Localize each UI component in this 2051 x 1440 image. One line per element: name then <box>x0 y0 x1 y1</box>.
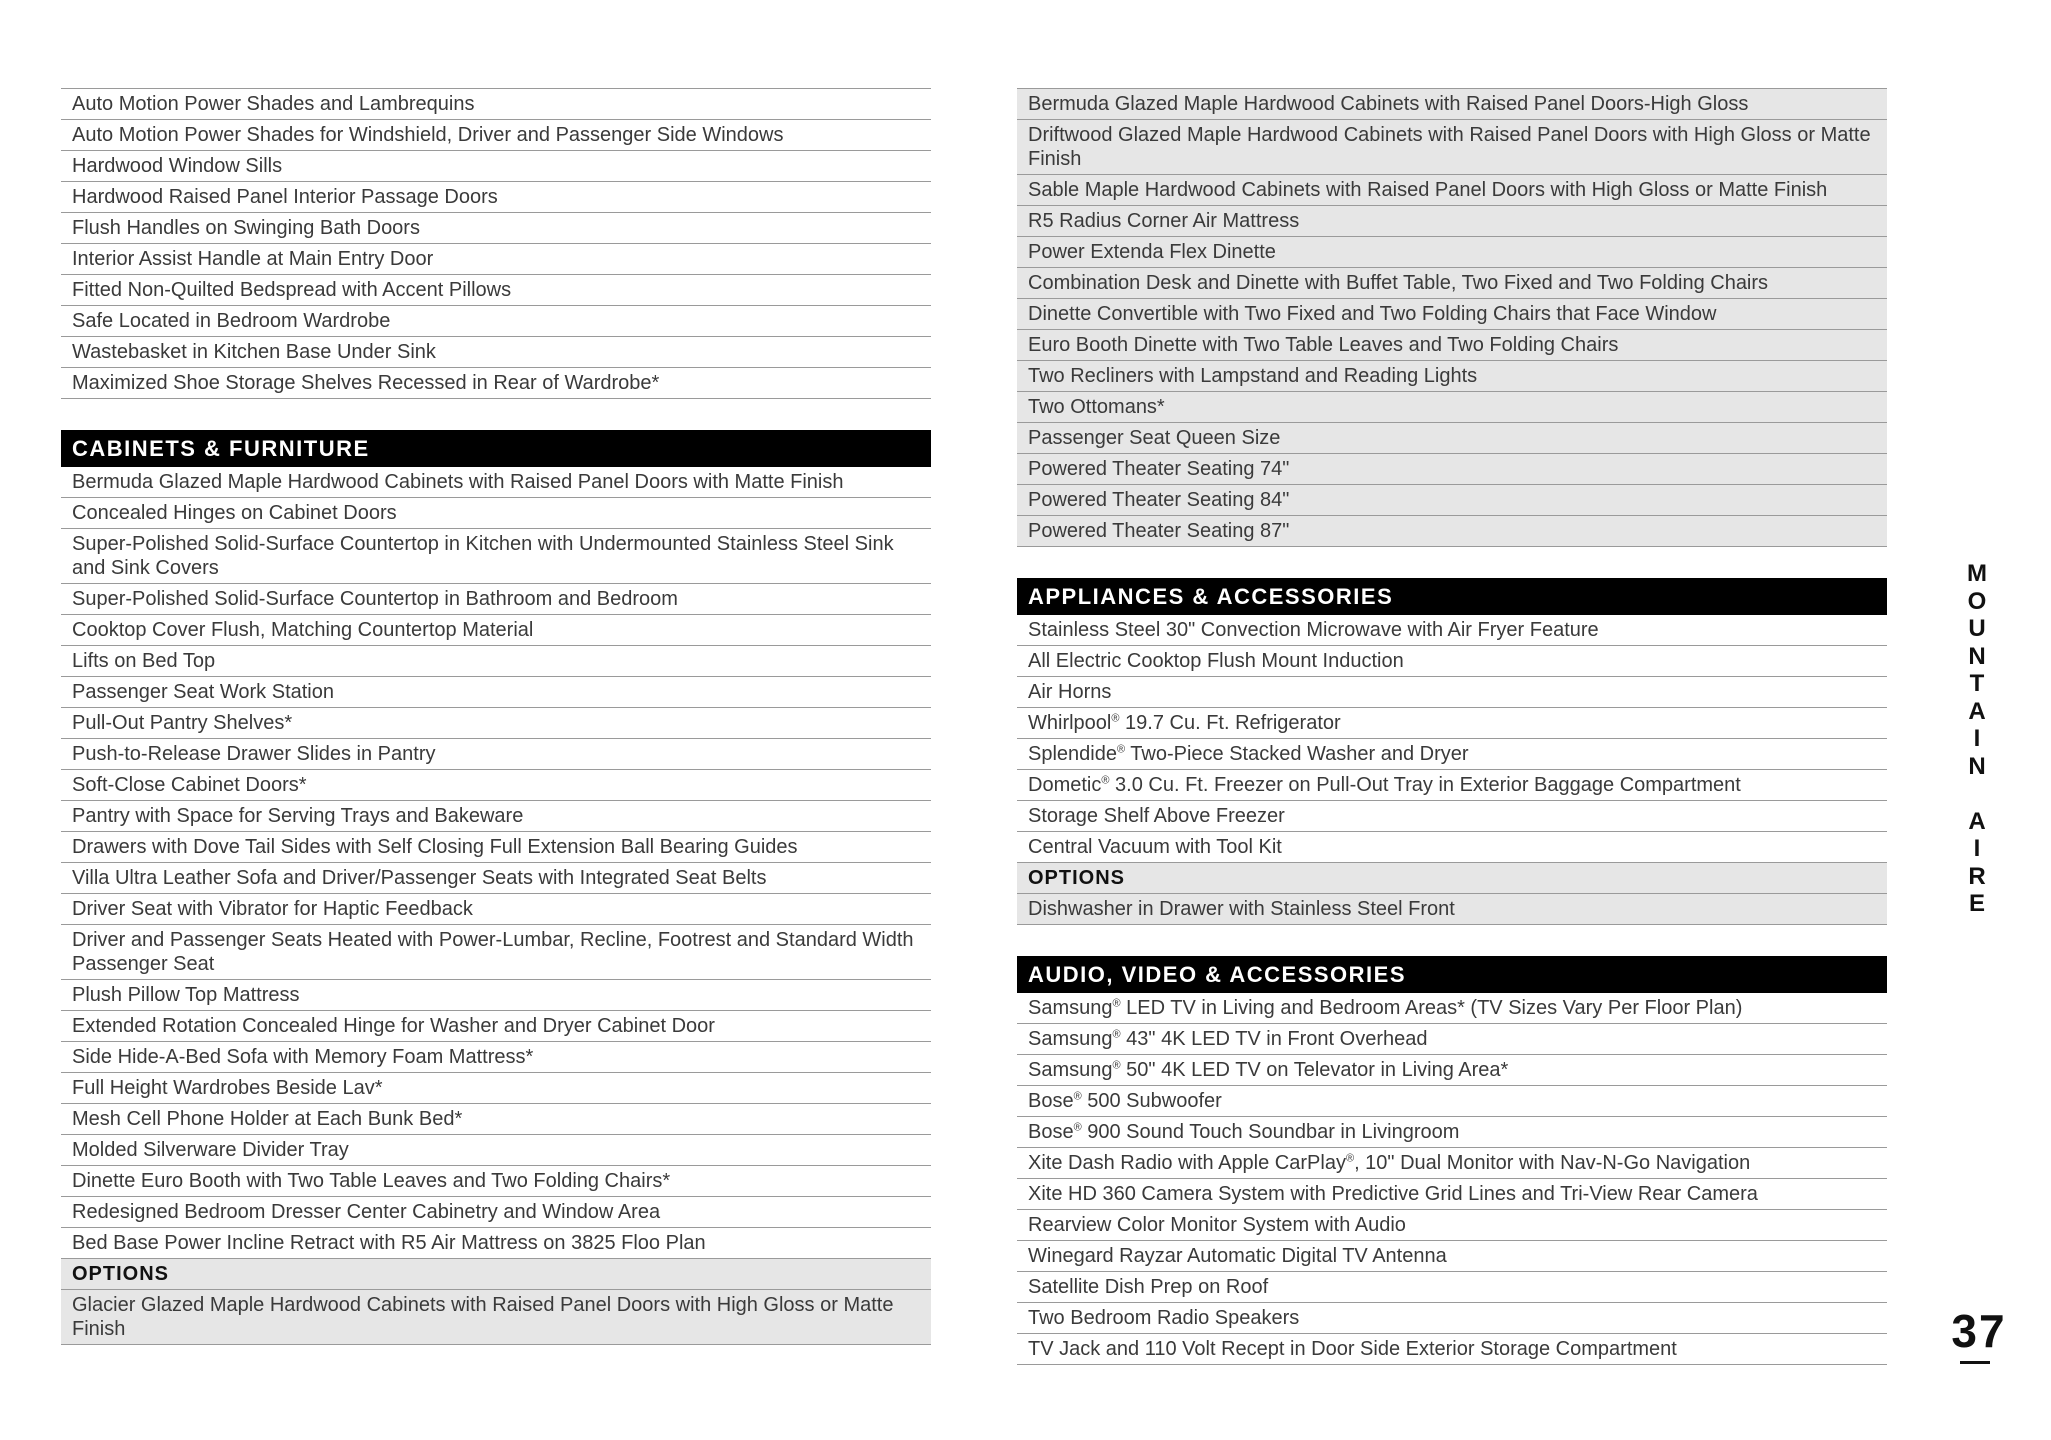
list-item: Bermuda Glazed Maple Hardwood Cabinets with Raised Panel Doors with Matte Finish <box>61 467 931 498</box>
list-item: Plush Pillow Top Mattress <box>61 980 931 1011</box>
list-item: Bermuda Glazed Maple Hardwood Cabinets with Raised Panel Doors-High Gloss <box>1017 89 1887 120</box>
list-item <box>1017 677 1887 708</box>
list-item: Driftwood Glazed Maple Hardwood Cabinets with Raised Panel Doors with High Gloss or Matte Finish <box>1017 120 1887 175</box>
list-item: Mesh Cell Phone Holder at Each Bunk Bed* <box>61 1104 931 1135</box>
list-item <box>1017 1179 1887 1210</box>
item-text: LED TV in Living and Bedroom Areas* (TV Sizes Vary Per Floor Plan) <box>1120 997 1743 1019</box>
list-item <box>1017 1241 1887 1272</box>
list-item <box>1017 739 1887 770</box>
item-text: Xite HD 360 Camera System with Predictive Grid Lines and Tri-View Rear Camera <box>1028 1183 1758 1205</box>
cabinets-options-continued-list <box>1017 89 1887 547</box>
side-brand-letter <box>1952 780 2002 808</box>
list-item: Powered Theater Seating 74" <box>1017 454 1887 485</box>
list-item <box>1017 646 1887 677</box>
side-brand-letter: U <box>1968 615 1986 642</box>
item-text: Central Vacuum with Tool Kit <box>1028 836 1282 858</box>
options-label-cabinets: OPTIONS <box>61 1259 931 1290</box>
side-brand-letter: N <box>1968 642 1986 670</box>
list-item: Soft-Close Cabinet Doors* <box>61 770 931 801</box>
list-item: Glacier Glazed Maple Hardwood Cabinets with Raised Panel Doors with High Gloss or Matte Finish <box>61 1290 931 1345</box>
side-brand-letter: A <box>1968 807 1986 835</box>
list-item: Passenger Seat Work Station <box>61 677 931 708</box>
list-item: Dinette Euro Booth with Two Table Leaves and Two Folding Chairs* <box>61 1166 931 1197</box>
side-brand-letter: N <box>1968 752 1986 780</box>
right-column <box>1017 88 1887 1365</box>
item-text: 900 Sound Touch Soundbar in Livingroom <box>1081 1121 1460 1143</box>
item-text: Stainless Steel 30" Convection Microwave with Air Fryer Feature <box>1028 619 1599 641</box>
list-item: Auto Motion Power Shades for Windshield, Driver and Passenger Side Windows <box>61 120 931 151</box>
item-text: Two-Piece Stacked Washer and Dryer <box>1125 743 1469 765</box>
list-item: Redesigned Bedroom Dresser Center Cabinetry and Window Area <box>61 1197 931 1228</box>
registered-mark: ® <box>1111 712 1120 725</box>
item-text: Air Horns <box>1028 681 1112 703</box>
list-item: Passenger Seat Queen Size <box>1017 423 1887 454</box>
item-text-lead: Splendide <box>1028 743 1117 765</box>
registered-mark: ® <box>1073 1121 1082 1134</box>
item-text-lead: Dometic <box>1028 774 1102 796</box>
side-brand-letter: O <box>1967 587 1987 615</box>
list-item: Powered Theater Seating 84" <box>1017 485 1887 516</box>
list-item: Driver and Passenger Seats Heated with Power-Lumbar, Recline, Footrest and Standard Width Passenger Seat <box>61 925 931 980</box>
list-item: Dishwasher in Drawer with Stainless Steel Front <box>1017 894 1887 925</box>
options-label-appliances: OPTIONS <box>1017 863 1887 894</box>
list-item: Cooktop Cover Flush, Matching Countertop Material <box>61 615 931 646</box>
list-item: Pull-Out Pantry Shelves* <box>61 708 931 739</box>
side-brand-letter: I <box>1973 835 1981 862</box>
list-item <box>1017 1055 1887 1086</box>
page-number: 37 <box>1951 1305 2007 1357</box>
list-item: Power Extenda Flex Dinette <box>1017 237 1887 268</box>
item-text: , 10" Dual Monitor with Nav-N-Go Navigation <box>1354 1152 1751 1174</box>
item-text: 50" 4K LED TV on Televator in Living Area* <box>1120 1059 1509 1081</box>
item-text-lead: Bose <box>1028 1121 1074 1143</box>
list-item: Pantry with Space for Serving Trays and Bakeware <box>61 801 931 832</box>
list-item <box>1017 1272 1887 1303</box>
item-text-lead: Samsung <box>1028 1028 1113 1050</box>
list-item <box>1017 615 1887 646</box>
section-heading-appliances-accessories: APPLIANCES & ACCESSORIES <box>1017 578 1887 615</box>
list-item: Full Height Wardrobes Beside Lav* <box>61 1073 931 1104</box>
side-brand-vertical <box>1952 560 2002 918</box>
section-heading-audio-video-accessories: AUDIO, VIDEO & ACCESSORIES <box>1017 956 1887 993</box>
item-text-lead: Samsung <box>1028 1059 1113 1081</box>
list-item: Hardwood Raised Panel Interior Passage Doors <box>61 182 931 213</box>
registered-mark: ® <box>1101 774 1110 787</box>
item-text-lead: Samsung <box>1028 997 1113 1019</box>
list-item <box>1017 832 1887 863</box>
list-item <box>1017 1117 1887 1148</box>
item-text-lead: Xite Dash Radio with Apple CarPlay <box>1028 1152 1346 1174</box>
list-item: Extended Rotation Concealed Hinge for Washer and Dryer Cabinet Door <box>61 1011 931 1042</box>
item-text: Two Bedroom Radio Speakers <box>1028 1307 1300 1329</box>
list-item: Wastebasket in Kitchen Base Under Sink <box>61 337 931 368</box>
list-item: Powered Theater Seating 87" <box>1017 516 1887 547</box>
list-item: Two Recliners with Lampstand and Reading Lights <box>1017 361 1887 392</box>
side-brand-letter: R <box>1968 862 1986 890</box>
side-brand-letter: T <box>1969 670 1985 697</box>
item-text: 19.7 Cu. Ft. Refrigerator <box>1119 712 1341 734</box>
list-item <box>1017 1303 1887 1334</box>
list-item: Hardwood Window Sills <box>61 151 931 182</box>
list-item: Euro Booth Dinette with Two Table Leaves and Two Folding Chairs <box>1017 330 1887 361</box>
intro-list <box>61 89 931 399</box>
list-item: Driver Seat with Vibrator for Haptic Feedback <box>61 894 931 925</box>
item-text: Satellite Dish Prep on Roof <box>1028 1276 1269 1298</box>
list-item: Fitted Non-Quilted Bedspread with Accent Pillows <box>61 275 931 306</box>
registered-mark: ® <box>1116 743 1126 756</box>
list-item: Side Hide-A-Bed Sofa with Memory Foam Mattress* <box>61 1042 931 1073</box>
registered-mark: ® <box>1112 1059 1121 1072</box>
side-brand-letter: M <box>1967 560 1987 587</box>
appliances-options-list <box>1017 894 1887 925</box>
audio-video-list <box>1017 993 1887 1365</box>
list-item <box>1017 1334 1887 1365</box>
item-text: Rearview Color Monitor System with Audio <box>1028 1214 1406 1236</box>
item-text: 43" 4K LED TV in Front Overhead <box>1120 1028 1428 1050</box>
list-item: Super-Polished Solid-Surface Countertop in Kitchen with Undermounted Stainless Steel Sink and Sink Covers <box>61 529 931 584</box>
list-item: Push-to-Release Drawer Slides in Pantry <box>61 739 931 770</box>
cabinets-options-list <box>61 1290 931 1345</box>
list-item: Super-Polished Solid-Surface Countertop in Bathroom and Bedroom <box>61 584 931 615</box>
item-text: Winegard Rayzar Automatic Digital TV Antenna <box>1028 1245 1447 1267</box>
list-item: Drawers with Dove Tail Sides with Self Closing Full Extension Ball Bearing Guides <box>61 832 931 863</box>
list-item: Molded Silverware Divider Tray <box>61 1135 931 1166</box>
list-item: Maximized Shoe Storage Shelves Recessed in Rear of Wardrobe* <box>61 368 931 399</box>
list-item: Concealed Hinges on Cabinet Doors <box>61 498 931 529</box>
list-item <box>1017 708 1887 739</box>
item-text: Storage Shelf Above Freezer <box>1028 805 1285 827</box>
side-brand-letter: I <box>1973 725 1981 752</box>
registered-mark: ® <box>1112 1028 1121 1041</box>
list-item: Safe Located in Bedroom Wardrobe <box>61 306 931 337</box>
list-item <box>1017 1148 1887 1179</box>
list-item <box>1017 801 1887 832</box>
list-item: Combination Desk and Dinette with Buffet Table, Two Fixed and Two Folding Chairs <box>1017 268 1887 299</box>
list-item <box>1017 770 1887 801</box>
item-text-lead: Whirlpool <box>1028 712 1112 734</box>
list-item: Villa Ultra Leather Sofa and Driver/Passenger Seats with Integrated Seat Belts <box>61 863 931 894</box>
list-item: Auto Motion Power Shades and Lambrequins <box>61 89 931 120</box>
item-text: 500 Subwoofer <box>1081 1090 1222 1112</box>
side-brand-letter: A <box>1968 697 1986 725</box>
item-text: TV Jack and 110 Volt Recept in Door Side Exterior Storage Compartment <box>1028 1338 1677 1360</box>
list-item: Sable Maple Hardwood Cabinets with Raised Panel Doors with High Gloss or Matte Finish <box>1017 175 1887 206</box>
list-item: Interior Assist Handle at Main Entry Door <box>61 244 931 275</box>
registered-mark: ® <box>1345 1152 1355 1165</box>
list-item: Two Ottomans* <box>1017 392 1887 423</box>
page-number-underline <box>1960 1361 1990 1364</box>
item-text: 3.0 Cu. Ft. Freezer on Pull-Out Tray in Exterior Baggage Compartment <box>1109 774 1741 796</box>
registered-mark: ® <box>1112 997 1121 1010</box>
list-item: Flush Handles on Swinging Bath Doors <box>61 213 931 244</box>
list-item <box>1017 1210 1887 1241</box>
list-item: Bed Base Power Incline Retract with R5 Air Mattress on 3825 Floo Plan <box>61 1228 931 1259</box>
item-text-lead: Bose <box>1028 1090 1074 1112</box>
cabinets-furniture-list <box>61 467 931 1259</box>
item-text: All Electric Cooktop Flush Mount Induction <box>1028 650 1404 672</box>
side-brand-letter: E <box>1968 890 1985 917</box>
left-column <box>61 88 931 1345</box>
list-item <box>1017 993 1887 1024</box>
section-heading-cabinets-furniture: CABINETS & FURNITURE <box>61 430 931 467</box>
appliances-list <box>1017 615 1887 863</box>
list-item: Dinette Convertible with Two Fixed and Two Folding Chairs that Face Window <box>1017 299 1887 330</box>
list-item <box>1017 1024 1887 1055</box>
list-item <box>1017 1086 1887 1117</box>
list-item: R5 Radius Corner Air Mattress <box>1017 206 1887 237</box>
list-item: Lifts on Bed Top <box>61 646 931 677</box>
registered-mark: ® <box>1073 1090 1082 1103</box>
